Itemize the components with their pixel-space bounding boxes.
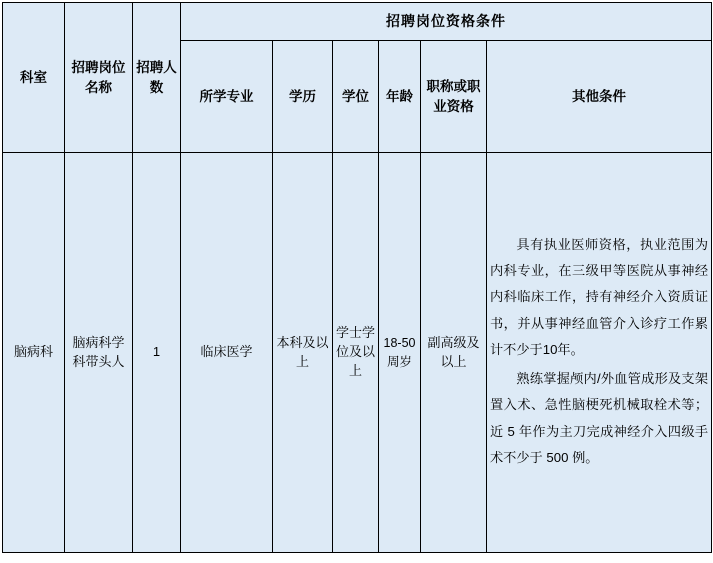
header-headcount: 招聘人数 — [133, 3, 181, 153]
cell-major: 临床医学 — [181, 153, 273, 553]
cell-headcount: 1 — [133, 153, 181, 553]
document-sheet — [0, 2, 713, 563]
cell-education: 本科及以上 — [273, 153, 333, 553]
header-major: 所学专业 — [181, 41, 273, 153]
header-degree: 学位 — [333, 41, 379, 153]
other-condition-paragraph-2: 熟练掌握颅内/外血管成形及支架置入术、急性脑梗死机械取栓术等；近 5 年作为主刀完成神经介入四级手术不少于 500 例。 — [490, 370, 709, 465]
cell-age: 18-50周岁 — [379, 153, 421, 553]
table-row — [3, 153, 712, 553]
header-title-or-cert: 职称或职业资格 — [421, 41, 487, 153]
header-qualification-group: 招聘岗位资格条件 — [181, 3, 712, 41]
header-other: 其他条件 — [487, 41, 712, 153]
cell-department: 脑病科 — [3, 153, 65, 553]
cell-other-conditions — [487, 153, 712, 553]
header-education: 学历 — [273, 41, 333, 153]
other-condition-paragraph-1: 具有执业医师资格，执业范围为内科专业，在三级甲等医院从事神经内科临床工作，持有神经介入资质证书，并从事神经血管介入诊疗工作累计不少于10年。 — [490, 236, 709, 358]
cell-degree: 学士学位及以上 — [333, 153, 379, 553]
header-age: 年龄 — [379, 41, 421, 153]
recruitment-table — [2, 2, 712, 553]
cell-position-name: 脑病科学科带头人 — [65, 153, 133, 553]
header-department: 科室 — [3, 3, 65, 153]
table-header-row-1 — [3, 3, 712, 41]
header-position-name: 招聘岗位名称 — [65, 3, 133, 153]
cell-title-or-cert: 副高级及以上 — [421, 153, 487, 553]
